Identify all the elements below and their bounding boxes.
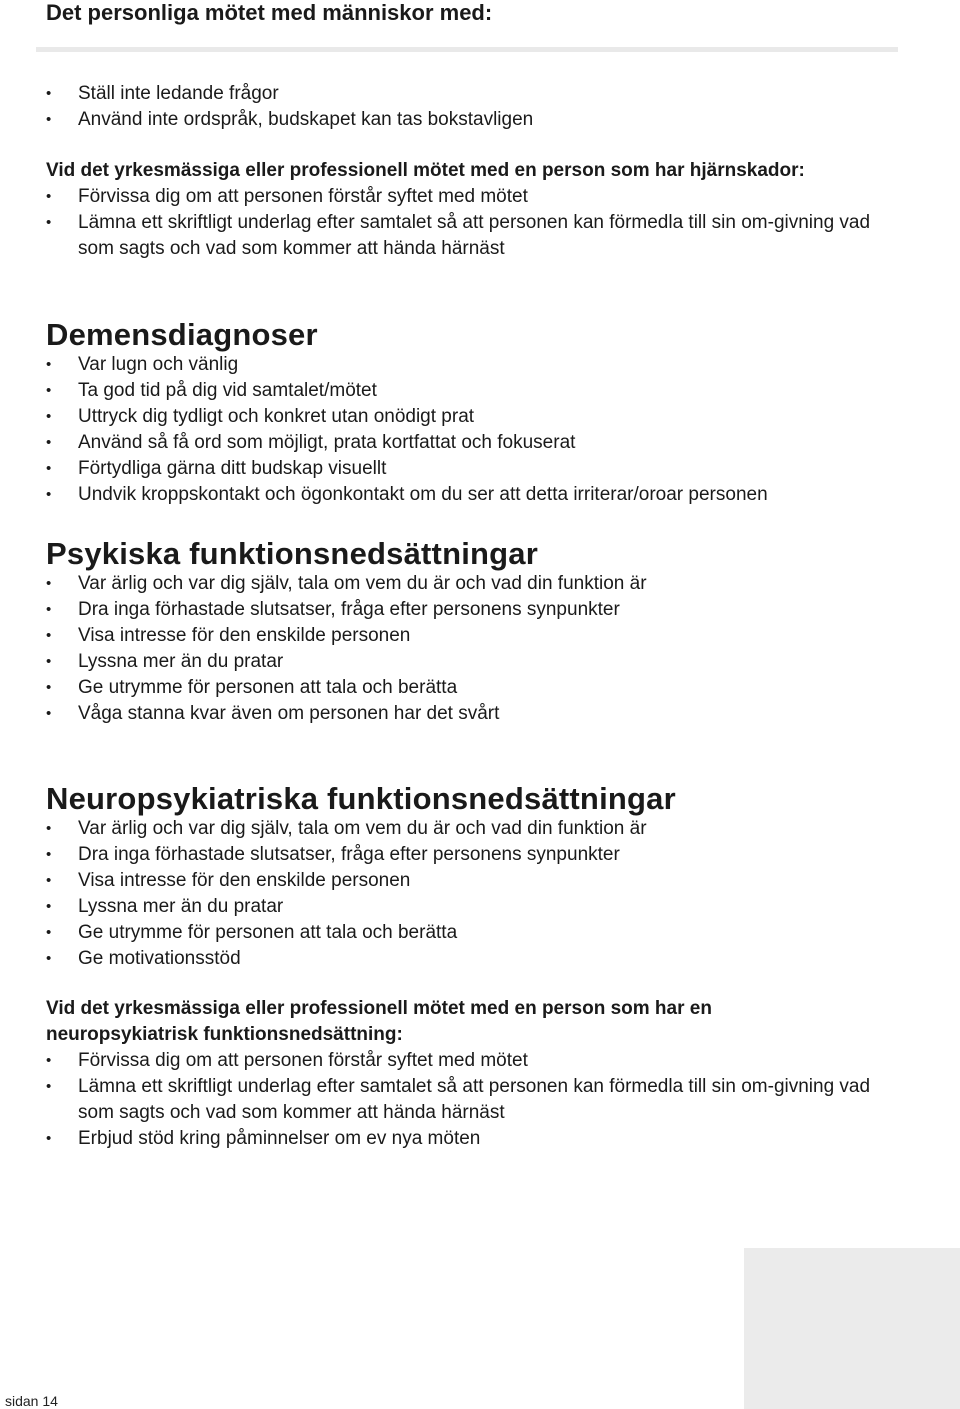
bullet-icon: • xyxy=(46,356,52,373)
neuropsychiatric-heading: Neuropsykiatriska funktionsnedsättningar xyxy=(46,781,676,816)
bullet-icon: • xyxy=(46,382,52,399)
title-divider xyxy=(36,47,898,52)
list-item: • Använd så få ord som möjligt, prata kortfattat och fokuserat xyxy=(46,430,886,456)
intro-section xyxy=(46,81,886,133)
bullet-icon: • xyxy=(46,408,52,425)
bullet-icon: • xyxy=(46,872,52,889)
list-item: • Visa intresse för den enskilde personen xyxy=(46,868,886,894)
list-item: • Lyssna mer än du pratar xyxy=(46,894,886,920)
dementia-section xyxy=(46,318,886,508)
list-item: • Förtydliga gärna ditt budskap visuellt xyxy=(46,456,886,482)
page-number: sidan 14 xyxy=(5,1393,58,1409)
neuropsychiatric-list xyxy=(46,816,886,972)
bullet-icon: • xyxy=(46,924,52,941)
list-item: • Lämna ett skriftligt underlag efter samtalet så att personen kan förmedla till sin om-givning vad som sagts och vad som kommer att hända härnäst xyxy=(46,1076,871,1123)
list-item: • Ge utrymme för personen att tala och berätta xyxy=(46,675,886,701)
list-item: • Erbjud stöd kring påminnelser om ev nya möten xyxy=(46,1126,886,1152)
list-item: • Var ärlig och var dig själv, tala om vem du är och vad din funktion är xyxy=(46,816,886,842)
neuro-professional-heading: Vid det yrkesmässiga eller professionell mötet med en person som har en neuropsykiatrisk funktionsnedsättning: xyxy=(46,998,712,1045)
intro-list xyxy=(46,81,886,133)
bullet-icon: • xyxy=(46,846,52,863)
bullet-icon: • xyxy=(46,575,52,592)
list-item: • Dra inga förhastade slutsatser, fråga efter personens synpunkter xyxy=(46,842,886,868)
list-item: • Var ärlig och var dig själv, tala om vem du är och vad din funktion är xyxy=(46,571,886,597)
bullet-icon: • xyxy=(46,486,52,503)
list-item: • Lämna ett skriftligt underlag efter samtalet så att personen kan förmedla till sin om-givning vad som sagts och vad som kommer att hända härnäst xyxy=(46,212,871,259)
neuropsychiatric-section xyxy=(46,782,886,972)
bullet-icon: • xyxy=(46,85,52,102)
bullet-icon: • xyxy=(46,1130,52,1147)
psychiatric-heading: Psykiska funktionsnedsättningar xyxy=(46,536,538,571)
list-item: • Uttryck dig tydligt och konkret utan onödigt prat xyxy=(46,404,886,430)
list-item: • Förvissa dig om att personen förstår syftet med mötet xyxy=(46,184,886,210)
list-item: • Ge utrymme för personen att tala och berätta xyxy=(46,920,886,946)
list-item: • Förvissa dig om att personen förstår syftet med mötet xyxy=(46,1048,886,1074)
brain-injury-section xyxy=(46,158,886,262)
bullet-icon: • xyxy=(46,434,52,451)
bullet-icon: • xyxy=(46,627,52,644)
bullet-icon: • xyxy=(46,898,52,915)
list-item: • Våga stanna kvar även om personen har det svårt xyxy=(46,701,886,727)
list-item: • Använd inte ordspråk, budskapet kan tas bokstavligen xyxy=(46,107,886,133)
bullet-icon: • xyxy=(46,653,52,670)
list-item: • Lyssna mer än du pratar xyxy=(46,649,886,675)
bullet-icon: • xyxy=(46,705,52,722)
psychiatric-section xyxy=(46,537,886,727)
list-item: • Ta god tid på dig vid samtalet/mötet xyxy=(46,378,886,404)
list-item: • Ge motivationsstöd xyxy=(46,946,886,972)
list-item: • Ställ inte ledande frågor xyxy=(46,81,886,107)
bullet-icon: • xyxy=(46,111,52,128)
bullet-icon: • xyxy=(46,950,52,967)
brain-injury-list xyxy=(46,184,886,262)
neuro-professional-list xyxy=(46,1048,886,1152)
bullet-icon: • xyxy=(46,1052,52,1069)
page-title: Det personliga mötet med människor med: xyxy=(46,0,493,25)
psychiatric-list xyxy=(46,571,886,727)
list-item: • Undvik kroppskontakt och ögonkontakt om du ser att detta irriterar/oroar personen xyxy=(46,482,886,508)
bullet-icon: • xyxy=(46,820,52,837)
dementia-list xyxy=(46,352,886,508)
bullet-icon: • xyxy=(46,1078,52,1095)
list-item: • Var lugn och vänlig xyxy=(46,352,886,378)
list-item: • Dra inga förhastade slutsatser, fråga efter personens synpunkter xyxy=(46,597,886,623)
brain-injury-heading: Vid det yrkesmässiga eller professionell mötet med en person som har hjärnskador: xyxy=(46,160,805,181)
bullet-icon: • xyxy=(46,679,52,696)
decorative-gray-box xyxy=(744,1248,960,1409)
bullet-icon: • xyxy=(46,188,52,205)
dementia-heading: Demensdiagnoser xyxy=(46,317,318,352)
bullet-icon: • xyxy=(46,601,52,618)
bullet-icon: • xyxy=(46,460,52,477)
neuro-professional-section xyxy=(46,996,886,1152)
bullet-icon: • xyxy=(46,214,52,231)
list-item: • Visa intresse för den enskilde personen xyxy=(46,623,886,649)
